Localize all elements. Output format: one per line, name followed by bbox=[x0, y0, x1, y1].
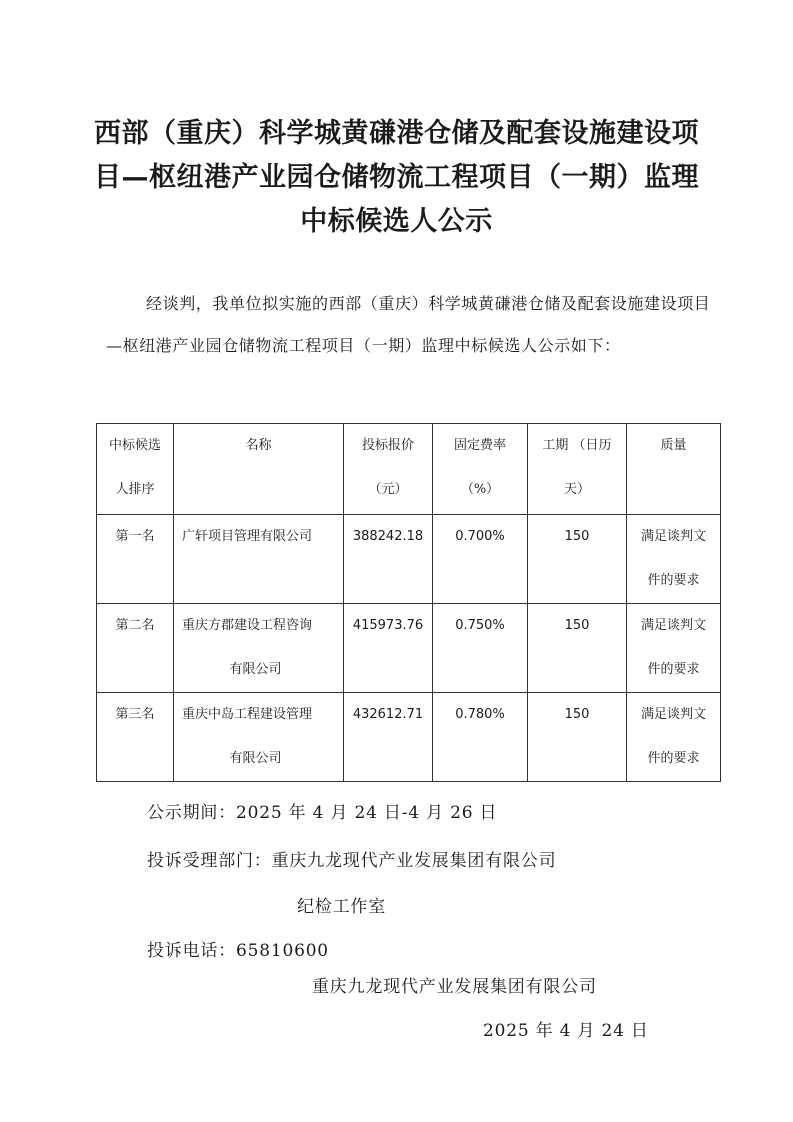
header-name bbox=[174, 424, 344, 515]
cell-name bbox=[174, 604, 344, 693]
header-duration bbox=[528, 424, 627, 515]
cell-name-line-2: 有限公司 bbox=[229, 751, 282, 766]
cell-quality-line-1: 满足谈判文 bbox=[640, 618, 706, 633]
cell-duration: 150 bbox=[528, 693, 627, 782]
header-price bbox=[344, 424, 433, 515]
table-header-row bbox=[97, 424, 721, 515]
cell-quality-line-2: 件的要求 bbox=[647, 573, 700, 588]
cell-quality-line-2: 件的要求 bbox=[647, 751, 700, 766]
cell-price: 388242.18 bbox=[344, 515, 433, 604]
complaint-department: 投诉受理部门：重庆九龙现代产业发展集团有限公司 bbox=[147, 851, 557, 871]
cell-quality-line-2: 件的要求 bbox=[647, 662, 700, 677]
cell-price: 415973.76 bbox=[344, 604, 433, 693]
cell-duration: 150 bbox=[528, 604, 627, 693]
header-price-line-2: （元） bbox=[368, 482, 408, 497]
cell-rank: 第二名 bbox=[97, 604, 174, 693]
header-rank bbox=[97, 424, 174, 515]
header-rank-line-1: 中标候选 bbox=[108, 438, 161, 453]
header-duration-line-2: 天） bbox=[563, 482, 590, 497]
title-line-2: 目—枢纽港产业园仓储物流工程项目（一期）监理 bbox=[94, 162, 699, 193]
header-quality-label: 质量 bbox=[660, 438, 687, 453]
header-rate bbox=[433, 424, 528, 515]
cell-name-line-1: 重庆中岛工程建设管理 bbox=[182, 707, 313, 722]
header-rate-line-1: 固定费率 bbox=[453, 438, 506, 453]
complaint-phone: 投诉电话：65810600 bbox=[147, 941, 329, 961]
cell-name bbox=[174, 515, 344, 604]
header-rate-line-2: （%） bbox=[460, 482, 500, 497]
cell-name-line-1: 重庆方郡建设工程咨询 bbox=[182, 618, 313, 633]
cell-duration: 150 bbox=[528, 515, 627, 604]
cell-rank: 第三名 bbox=[97, 693, 174, 782]
title-line-3: 中标候选人公示 bbox=[300, 206, 493, 237]
cell-rank: 第一名 bbox=[97, 515, 174, 604]
header-quality bbox=[627, 424, 721, 515]
cell-quality-line-1: 满足谈判文 bbox=[640, 707, 706, 722]
cell-rate: 0.780% bbox=[433, 693, 528, 782]
title-line-1: 西部（重庆）科学城黄磏港仓储及配套设施建设项 bbox=[94, 118, 699, 149]
cell-name bbox=[174, 693, 344, 782]
candidate-table bbox=[96, 423, 721, 782]
header-rank-line-2: 人排序 bbox=[115, 482, 155, 497]
issue-date: 2025 年 4 月 24 日 bbox=[483, 1021, 649, 1041]
cell-quality bbox=[627, 693, 721, 782]
table-row bbox=[97, 604, 721, 693]
cell-price: 432612.71 bbox=[344, 693, 433, 782]
cell-quality bbox=[627, 515, 721, 604]
header-price-line-1: 投标报价 bbox=[361, 438, 414, 453]
complaint-department-office: 纪检工作室 bbox=[297, 897, 386, 917]
table-row bbox=[97, 515, 721, 604]
cell-quality bbox=[627, 604, 721, 693]
cell-rate: 0.750% bbox=[433, 604, 528, 693]
publicity-period: 公示期间：2025 年 4 月 24 日-4 月 26 日 bbox=[147, 803, 498, 823]
header-name-label: 名称 bbox=[245, 438, 272, 453]
intro-paragraph: 经谈判，我单位拟实施的西部（重庆）科学城黄磏港仓储及配套设施建设项目—枢纽港产业园仓储物流工程项目（一期）监理中标候选人公示如下： bbox=[106, 294, 711, 355]
cell-rate: 0.700% bbox=[433, 515, 528, 604]
header-duration-line-1: 工期 （日历 bbox=[542, 438, 612, 453]
document-title bbox=[60, 112, 733, 244]
cell-quality-line-1: 满足谈判文 bbox=[640, 529, 706, 544]
issuer-name: 重庆九龙现代产业发展集团有限公司 bbox=[312, 977, 597, 997]
cell-name-line-2: 有限公司 bbox=[229, 662, 282, 677]
table-row bbox=[97, 693, 721, 782]
cell-name-line-1: 广轩项目管理有限公司 bbox=[182, 529, 313, 544]
